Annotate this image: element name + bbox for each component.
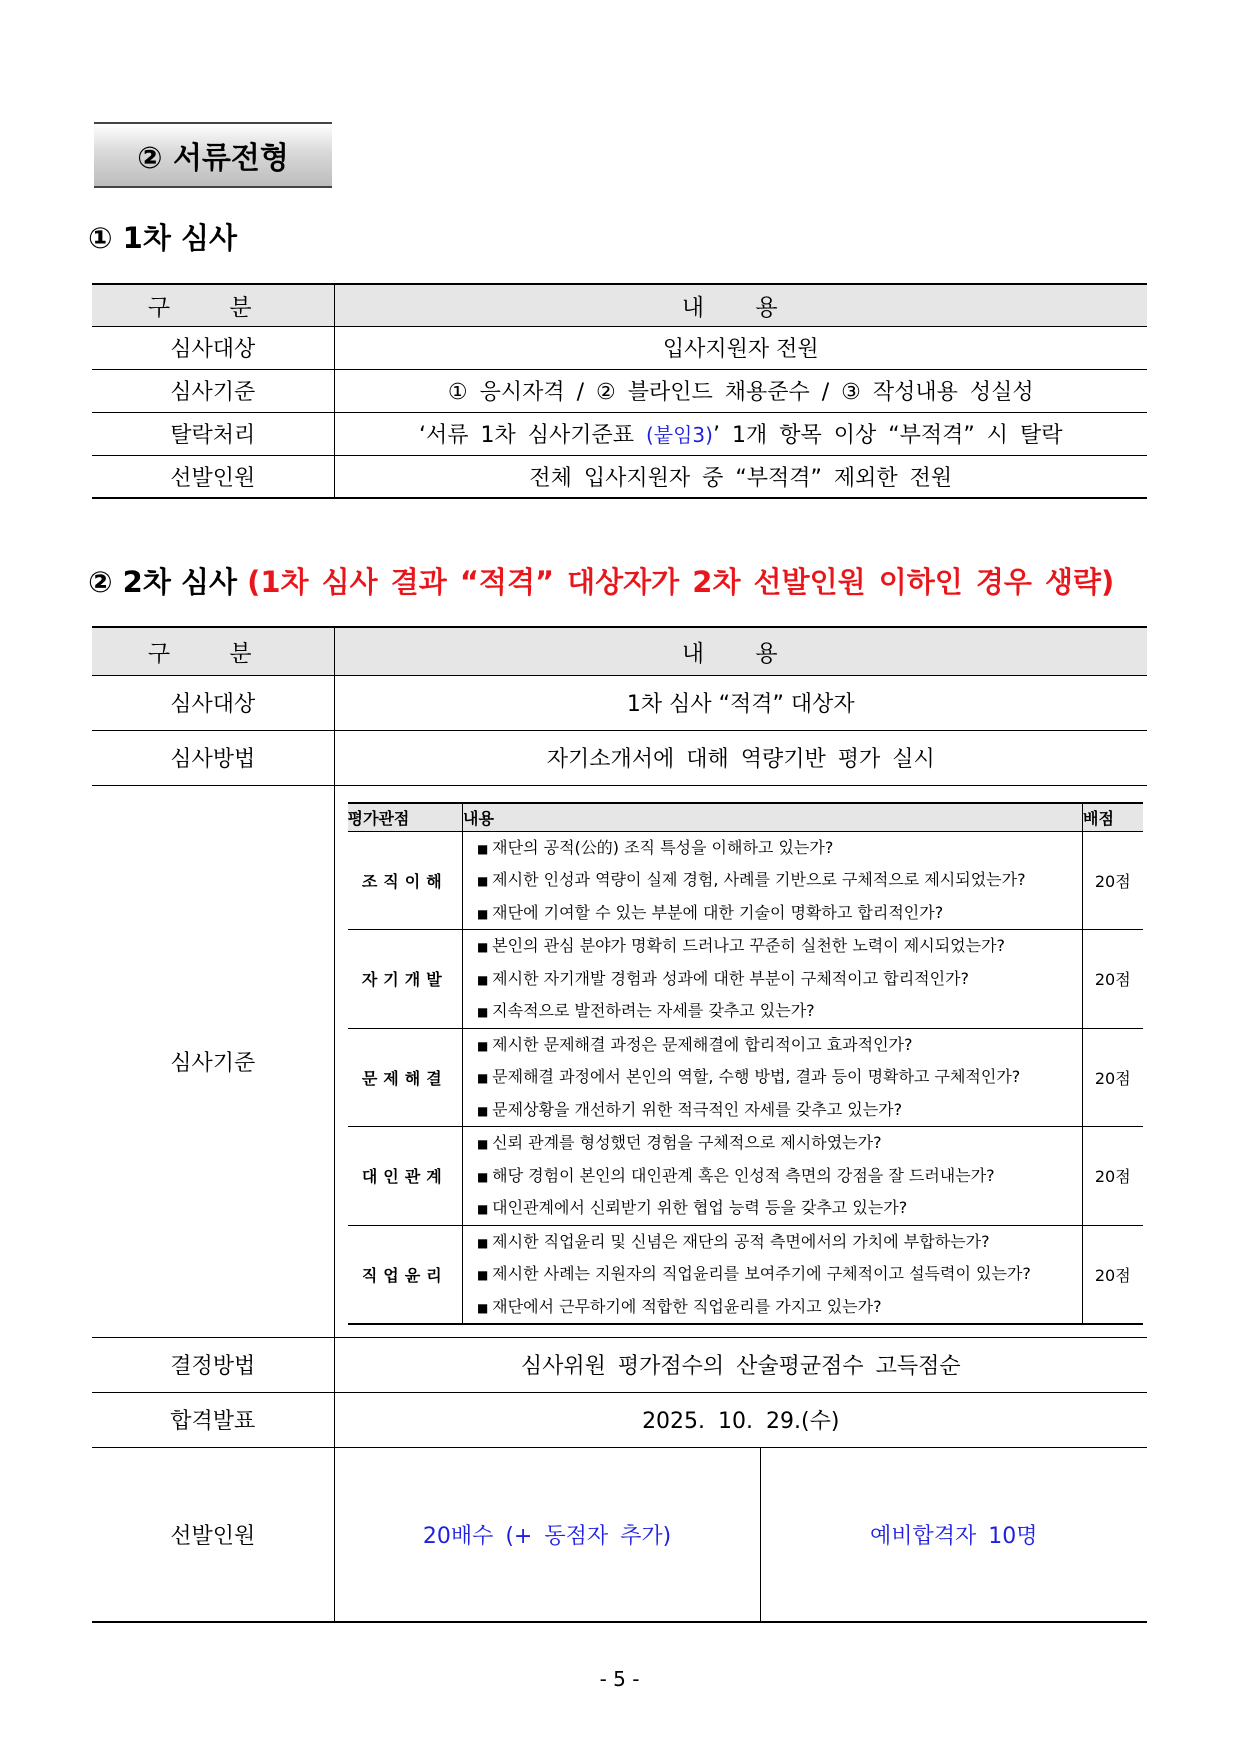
row-value: 2025. 10. 29.(수): [334, 1392, 1147, 1447]
criteria-group-row: [348, 831, 1143, 930]
row-label: 심사기준: [92, 369, 334, 412]
selection-reserve: 예비합격자 10명: [760, 1447, 1147, 1622]
table-row: [92, 326, 1147, 369]
second-review-table: [92, 626, 1147, 1623]
list-item: ■ 대인관계에서 신뢰받기 위한 협업 능력 등을 갖추고 있는가?: [477, 1192, 1082, 1225]
criteria-group-row: [348, 1127, 1143, 1226]
value-text: ’ 1개 항목 이상 “부적격” 시 탈락: [712, 423, 1063, 448]
criteria-group-row: [348, 930, 1143, 1029]
table-row: [92, 1447, 1147, 1622]
row-value: [334, 412, 1147, 455]
row-value: 자기소개서에 대해 역량기반 평가 실시: [334, 730, 1147, 785]
criteria-score: 20점: [1083, 831, 1143, 930]
table-row: [92, 785, 1147, 1337]
list-item: ■ 본인의 관심 분야가 명확히 드러나고 꾸준히 실천한 노력이 제시되었는가?: [477, 930, 1082, 963]
list-item: ■ 문제해결 과정에서 본인의 역할, 수행 방법, 결과 등이 명확하고 구체적인가?: [477, 1061, 1082, 1094]
list-item: ■ 해당 경험이 본인의 대인관계 혹은 인성적 측면의 강점을 잘 드러내는가?: [477, 1160, 1082, 1193]
table-row: [92, 369, 1147, 412]
row-value: 심사위원 평가점수의 산술평균점수 고득점순: [334, 1337, 1147, 1392]
row-label: 결정방법: [92, 1337, 334, 1392]
second-review-note: (1차 심사 결과 “적격” 대상자가 2차 선발인원 이하인 경우 생략): [247, 565, 1115, 599]
list-item: ■ 문제상황을 개선하기 위한 적극적인 자세를 갖추고 있는가?: [477, 1094, 1082, 1127]
table-row: [92, 455, 1147, 498]
criteria-header-score: 배점: [1083, 803, 1143, 832]
list-item: ■ 제시한 사례는 지원자의 직업윤리를 보여주기에 구체적이고 설득력이 있는가?: [477, 1258, 1082, 1291]
criteria-header-row: [348, 803, 1143, 832]
list-item: ■ 제시한 직업윤리 및 신념은 재단의 공적 측면에서의 가치에 부합하는가?: [477, 1226, 1082, 1259]
criteria-category: 문제해결: [348, 1028, 463, 1127]
row-value: 1차 심사 “적격” 대상자: [334, 675, 1147, 730]
criteria-score: 20점: [1083, 1127, 1143, 1226]
row-label: 선발인원: [92, 455, 334, 498]
row-label: 탈락처리: [92, 412, 334, 455]
table-header-row: [92, 627, 1147, 675]
row-label: 합격발표: [92, 1392, 334, 1447]
criteria-items: [463, 1225, 1083, 1324]
page-number: - 5 -: [599, 1667, 640, 1691]
second-review-heading: [88, 560, 1114, 601]
row-label: 심사방법: [92, 730, 334, 785]
row-label: 선발인원: [92, 1447, 334, 1622]
criteria-score: 20점: [1083, 1028, 1143, 1127]
row-value: ① 응시자격 / ② 블라인드 채용준수 / ③ 작성내용 성실성: [334, 369, 1147, 412]
first-review-table: [92, 283, 1147, 499]
list-item: ■ 신뢰 관계를 형성했던 경험을 구체적으로 제시하였는가?: [477, 1127, 1082, 1160]
header-content: 내 용: [334, 284, 1147, 326]
criteria-header-category: 평가관점: [348, 803, 463, 832]
criteria-category: 조직이해: [348, 831, 463, 930]
criteria-items: [463, 831, 1083, 930]
value-text: ‘서류 1차 심사기준표: [418, 423, 646, 448]
criteria-table: [348, 802, 1143, 1326]
row-label: 심사대상: [92, 675, 334, 730]
criteria-cell: [334, 785, 1147, 1337]
list-item: ■ 재단의 공적(公的) 조직 특성을 이해하고 있는가?: [477, 832, 1082, 865]
row-label: 심사기준: [92, 785, 334, 1337]
row-value: 입사지원자 전원: [334, 326, 1147, 369]
criteria-score: 20점: [1083, 1225, 1143, 1324]
first-review-title: ① 1차 심사: [88, 221, 237, 255]
list-item: ■ 제시한 인성과 역량이 실제 경험, 사례를 기반으로 구체적으로 제시되었는가?: [477, 864, 1082, 897]
criteria-category: 대인관계: [348, 1127, 463, 1226]
row-value: 전체 입사지원자 중 “부적격” 제외한 전원: [334, 455, 1147, 498]
criteria-category: 자기개발: [348, 930, 463, 1029]
criteria-category: 직업윤리: [348, 1225, 463, 1324]
list-item: ■ 제시한 문제해결 과정은 문제해결에 합리적이고 효과적인가?: [477, 1029, 1082, 1062]
header-content: 내 용: [334, 627, 1147, 675]
criteria-items: [463, 930, 1083, 1029]
criteria-header-content: 내용: [463, 803, 1083, 832]
header-category: 구 분: [92, 627, 334, 675]
selection-main: 20배수 (+ 동점자 추가): [334, 1447, 760, 1622]
list-item: ■ 제시한 자기개발 경험과 성과에 대한 부분이 구체적이고 합리적인가?: [477, 963, 1082, 996]
table-row: [92, 675, 1147, 730]
list-item: ■ 재단에서 근무하기에 적합한 직업윤리를 가지고 있는가?: [477, 1291, 1082, 1324]
list-item: ■ 재단에 기여할 수 있는 부분에 대한 기술이 명확하고 합리적인가?: [477, 897, 1082, 930]
criteria-items: [463, 1028, 1083, 1127]
criteria-group-row: [348, 1225, 1143, 1324]
list-item: ■ 지속적으로 발전하려는 자세를 갖추고 있는가?: [477, 995, 1082, 1028]
criteria-group-row: [348, 1028, 1143, 1127]
second-review-title: ② 2차 심사: [88, 565, 237, 599]
table-row: [92, 730, 1147, 785]
section-title-box: [94, 122, 332, 188]
header-category: 구 분: [92, 284, 334, 326]
table-header-row: [92, 284, 1147, 326]
row-label: 심사대상: [92, 326, 334, 369]
section-title: ② 서류전형: [137, 141, 289, 176]
criteria-score: 20점: [1083, 930, 1143, 1029]
table-row: [92, 1392, 1147, 1447]
table-row: [92, 412, 1147, 455]
table-row: [92, 1337, 1147, 1392]
criteria-items: [463, 1127, 1083, 1226]
attachment-ref: (붙임3): [645, 423, 713, 447]
